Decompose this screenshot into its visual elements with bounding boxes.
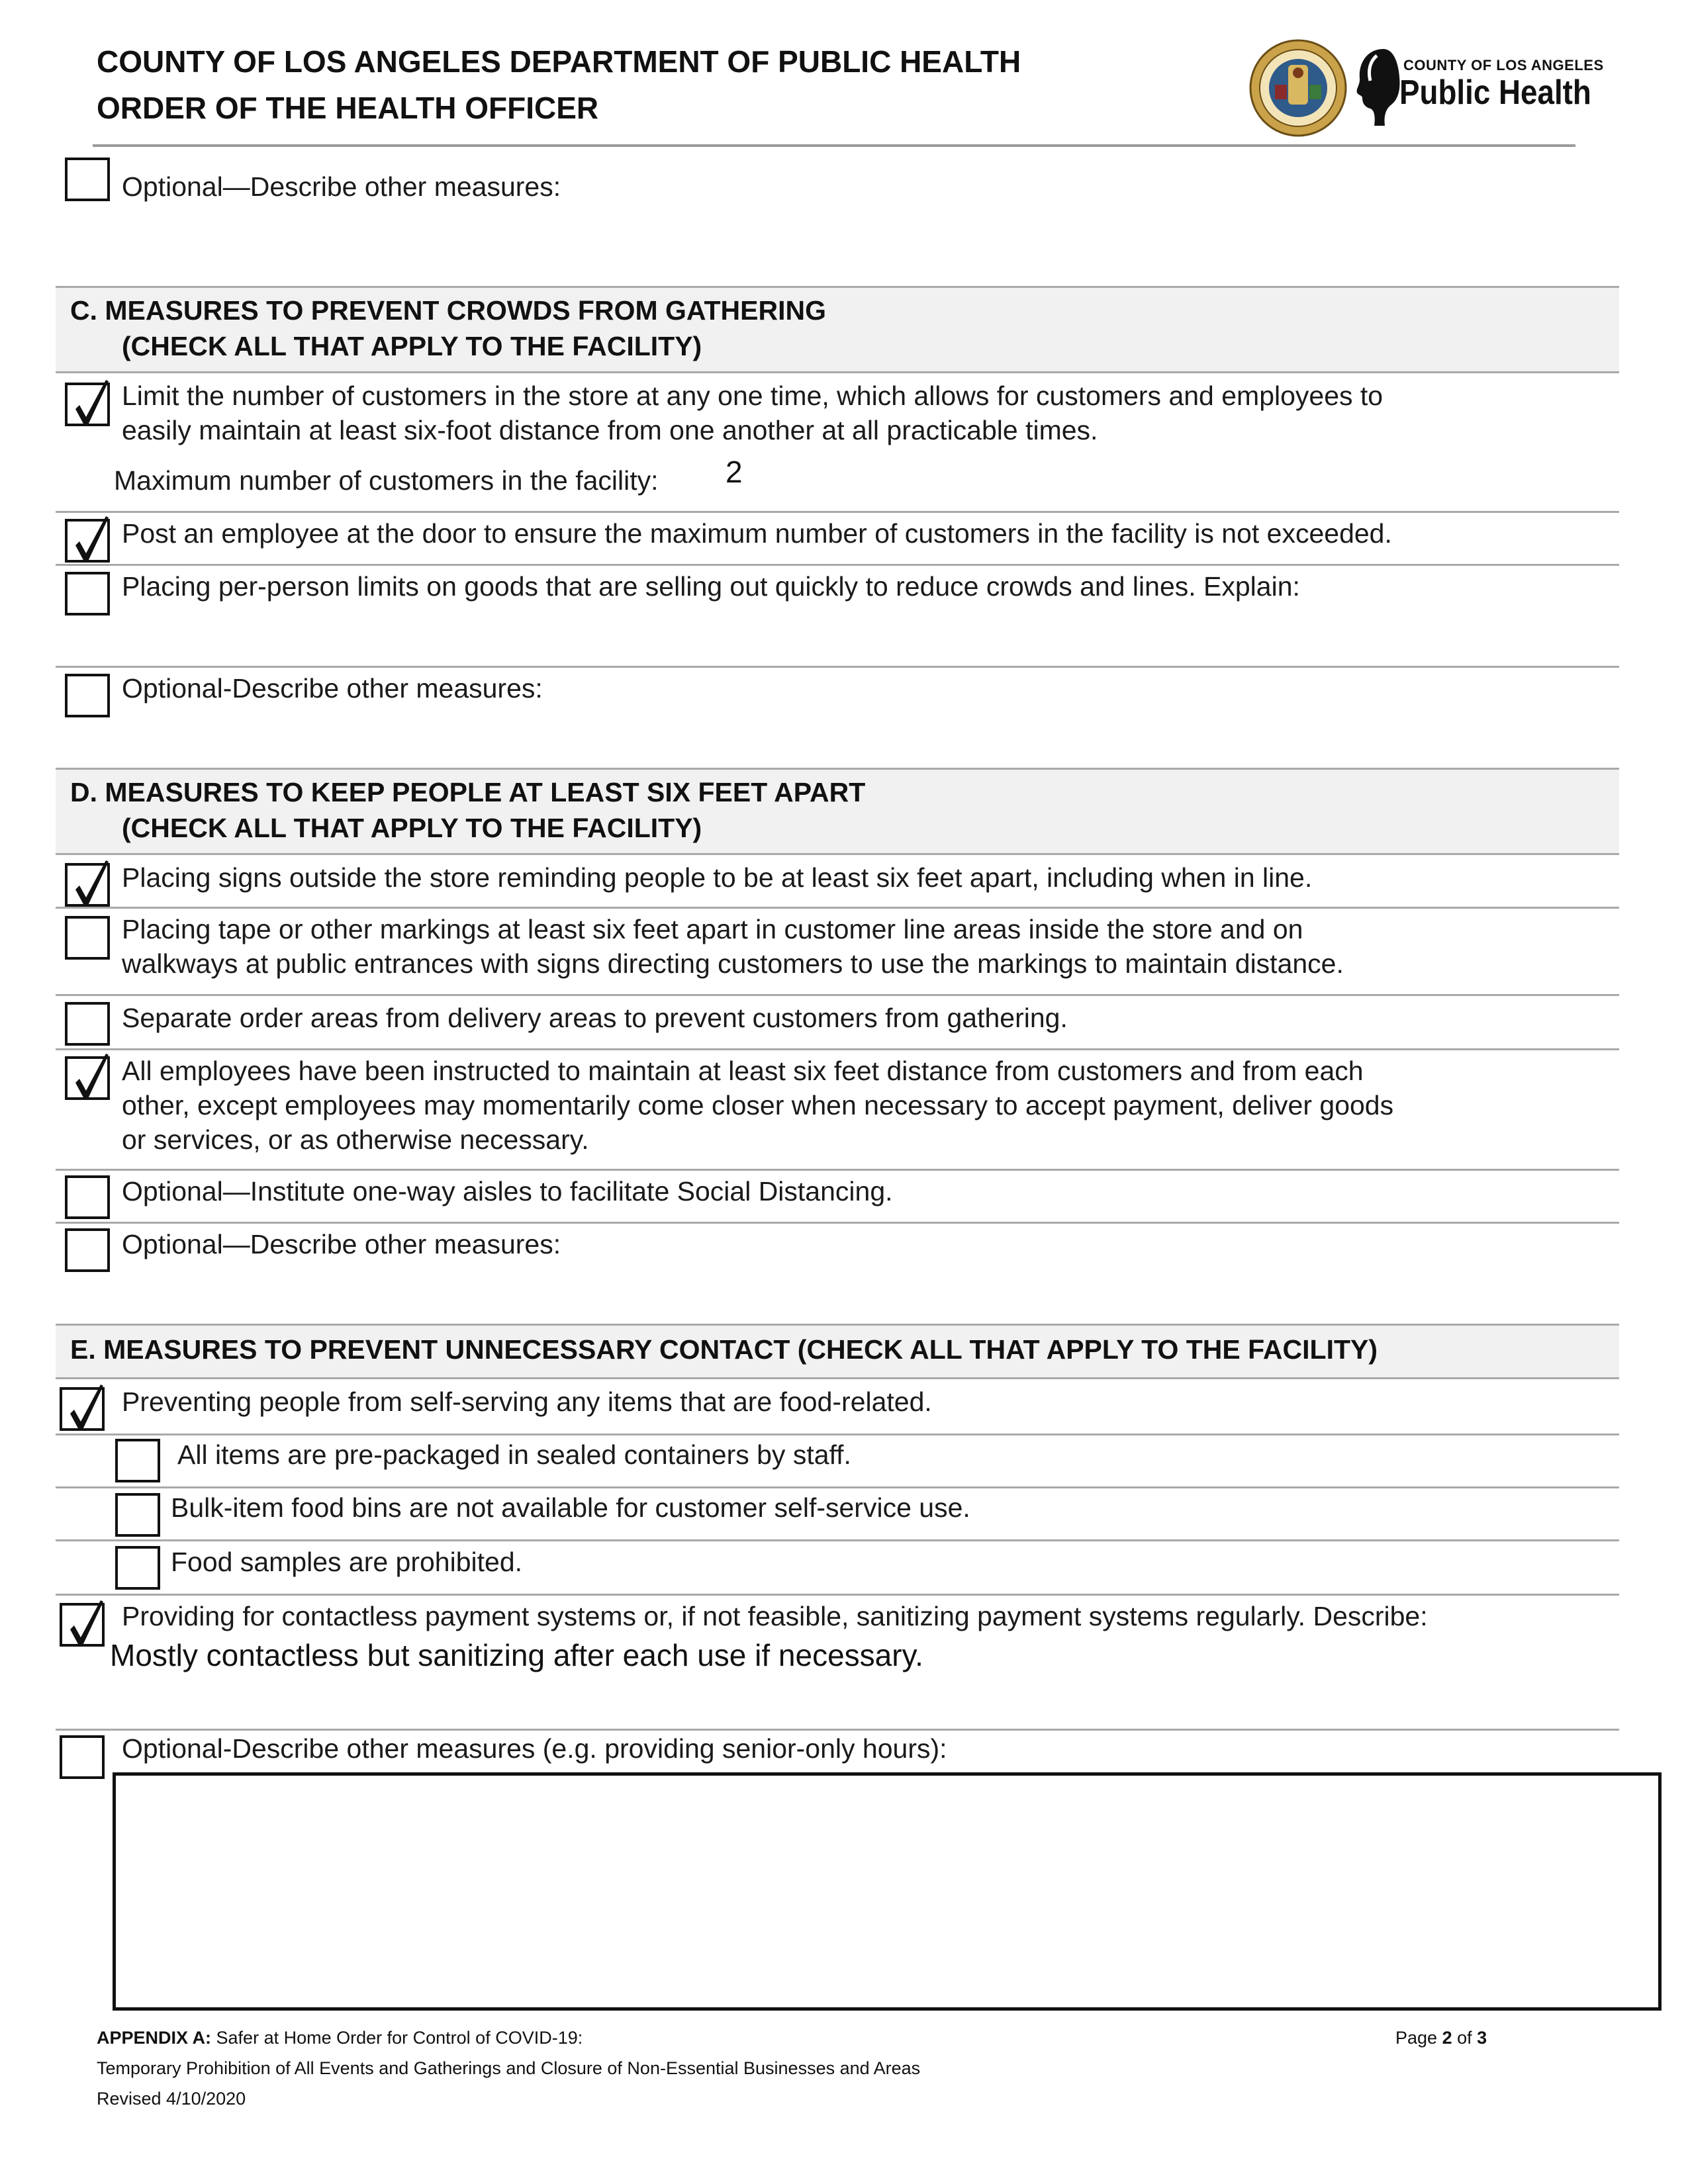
checkmark-icon — [71, 856, 111, 911]
county-seal-icon — [1248, 38, 1348, 138]
item-label: Bulk-item food bins are not available for customer self-service use. — [171, 1492, 970, 1523]
row-divider — [56, 511, 1619, 513]
page-word: Page — [1395, 2028, 1442, 2048]
checkbox-separate-order-areas[interactable] — [65, 1002, 110, 1046]
row-divider — [56, 994, 1619, 996]
item-label: Preventing people from self-serving any items that are food-related. — [122, 1387, 932, 1417]
checkbox-pre-packaged[interactable] — [115, 1439, 160, 1482]
row-divider — [56, 1729, 1619, 1731]
footer-appendix-line — [97, 2028, 583, 2048]
item-label: Placing per-person limits on goods that are selling out quickly to reduce crowds and lines. Explain: — [122, 571, 1300, 602]
checkbox-placing-tape[interactable] — [65, 916, 110, 960]
item-label: All items are pre-packaged in sealed containers by staff. — [177, 1439, 851, 1470]
footer-appendix-label: APPENDIX A: — [97, 2028, 212, 2048]
checkbox-bulk-bins[interactable] — [115, 1493, 160, 1537]
row-divider — [56, 1169, 1619, 1171]
checkbox-one-way-aisles[interactable] — [65, 1175, 110, 1219]
checkbox-per-person-limits[interactable] — [65, 572, 110, 615]
item-label: walkways at public entrances with signs directing customers to use the markings to maintain distance. — [122, 948, 1344, 979]
section-d-subtitle: (CHECK ALL THAT APPLY TO THE FACILITY) — [122, 813, 702, 843]
item-label: Optional—Describe other measures: — [122, 171, 561, 202]
row-divider — [56, 907, 1619, 909]
row-divider — [56, 564, 1619, 566]
item-label: Separate order areas from delivery areas to prevent customers from gathering. — [122, 1003, 1068, 1033]
checkbox-optional-other-c[interactable] — [65, 674, 110, 717]
checkbox-contactless-payment[interactable] — [60, 1603, 105, 1647]
public-health-logo — [1350, 44, 1604, 136]
checkbox-prevent-self-serving[interactable] — [60, 1387, 105, 1431]
item-label: Placing signs outside the store reminding people to be at least six feet apart, including when in line. — [122, 862, 1313, 893]
item-label: or services, or as otherwise necessary. — [122, 1124, 589, 1155]
checkbox-employees-instructed[interactable] — [65, 1056, 110, 1100]
section-d-title: D. MEASURES TO KEEP PEOPLE AT LEAST SIX FEET APART — [70, 777, 866, 807]
page-total: 3 — [1477, 2028, 1487, 2048]
checkmark-icon — [66, 1381, 106, 1435]
checkmark-icon — [71, 512, 111, 567]
item-label: Optional-Describe other measures: — [122, 673, 543, 704]
page-current: 2 — [1442, 2028, 1452, 2048]
checkbox-optional-other-e[interactable] — [60, 1735, 105, 1779]
checkmark-icon — [71, 1050, 111, 1104]
checkbox-optional-other-d[interactable] — [65, 1228, 110, 1272]
section-e-title: E. MEASURES TO PREVENT UNNECESSARY CONTACT (CHECK ALL THAT APPLY TO THE FACILITY) — [70, 1334, 1378, 1365]
item-label: Optional—Describe other measures: — [122, 1229, 561, 1259]
header-title-line1: COUNTY OF LOS ANGELES DEPARTMENT OF PUBLIC HEALTH — [97, 44, 1021, 79]
row-divider — [56, 666, 1619, 668]
checkmark-icon — [71, 376, 111, 430]
item-label: All employees have been instructed to maintain at least six feet distance from customers and from each — [122, 1056, 1364, 1086]
header-title-line2: ORDER OF THE HEALTH OFFICER — [97, 91, 599, 125]
row-divider — [56, 1539, 1619, 1541]
item-label: Optional—Institute one-way aisles to facilitate Social Distancing. — [122, 1176, 893, 1206]
row-divider — [56, 1222, 1619, 1224]
item-label: Food samples are prohibited. — [171, 1547, 523, 1577]
item-label: other, except employees may momentarily come closer when necessary to accept payment, deliver goods — [122, 1090, 1394, 1120]
section-c-title: C. MEASURES TO PREVENT CROWDS FROM GATHERING — [70, 295, 826, 326]
footer-appendix-text: Safer at Home Order for Control of COVID-19: — [211, 2028, 583, 2048]
checkmark-icon — [66, 1596, 106, 1651]
row-divider — [56, 1594, 1619, 1596]
checkbox-post-employee[interactable] — [65, 519, 110, 563]
item-label: Placing tape or other markings at least six feet apart in customer line areas inside the store and on — [122, 914, 1303, 944]
checkbox-placing-signs[interactable] — [65, 863, 110, 907]
footer-subtitle: Temporary Prohibition of All Events and Gatherings and Closure of Non-Essential Businesses and Areas — [97, 2058, 921, 2078]
page-of: of — [1452, 2028, 1477, 2048]
section-c-subtitle: (CHECK ALL THAT APPLY TO THE FACILITY) — [122, 331, 702, 361]
checkbox-limit-customers[interactable] — [65, 383, 110, 426]
other-measures-textarea[interactable] — [113, 1772, 1662, 2011]
item-label: Optional-Describe other measures (e.g. providing senior-only hours): — [122, 1733, 947, 1764]
logo-public-health-text: Public Health — [1399, 73, 1591, 112]
row-divider — [56, 1048, 1619, 1050]
header-divider — [93, 144, 1575, 147]
profile-silhouette-icon — [1350, 44, 1403, 136]
max-customers-label: Maximum number of customers in the facility: — [114, 465, 659, 496]
payment-description-field[interactable]: Mostly contactless but sanitizing after each use if necessary. — [110, 1638, 923, 1672]
row-divider — [56, 1486, 1619, 1488]
item-label: easily maintain at least six-foot distance from one another at all practicable times. — [122, 415, 1098, 445]
logo-county-text: COUNTY OF LOS ANGELES — [1403, 57, 1604, 73]
item-label: Post an employee at the door to ensure the maximum number of customers in the facility is not exceeded. — [122, 518, 1392, 549]
checkbox-optional-other-b[interactable] — [65, 158, 110, 201]
checkbox-food-samples[interactable] — [115, 1546, 160, 1590]
page-number — [1395, 2028, 1487, 2048]
item-label: Providing for contactless payment systems or, if not feasible, sanitizing payment systems regularly. Describe: — [122, 1601, 1428, 1631]
max-customers-value[interactable]: 2 — [726, 455, 743, 489]
row-divider — [56, 1433, 1619, 1435]
footer-revised: Revised 4/10/2020 — [97, 2089, 246, 2109]
item-label: Limit the number of customers in the store at any one time, which allows for customers and employees to — [122, 381, 1383, 411]
